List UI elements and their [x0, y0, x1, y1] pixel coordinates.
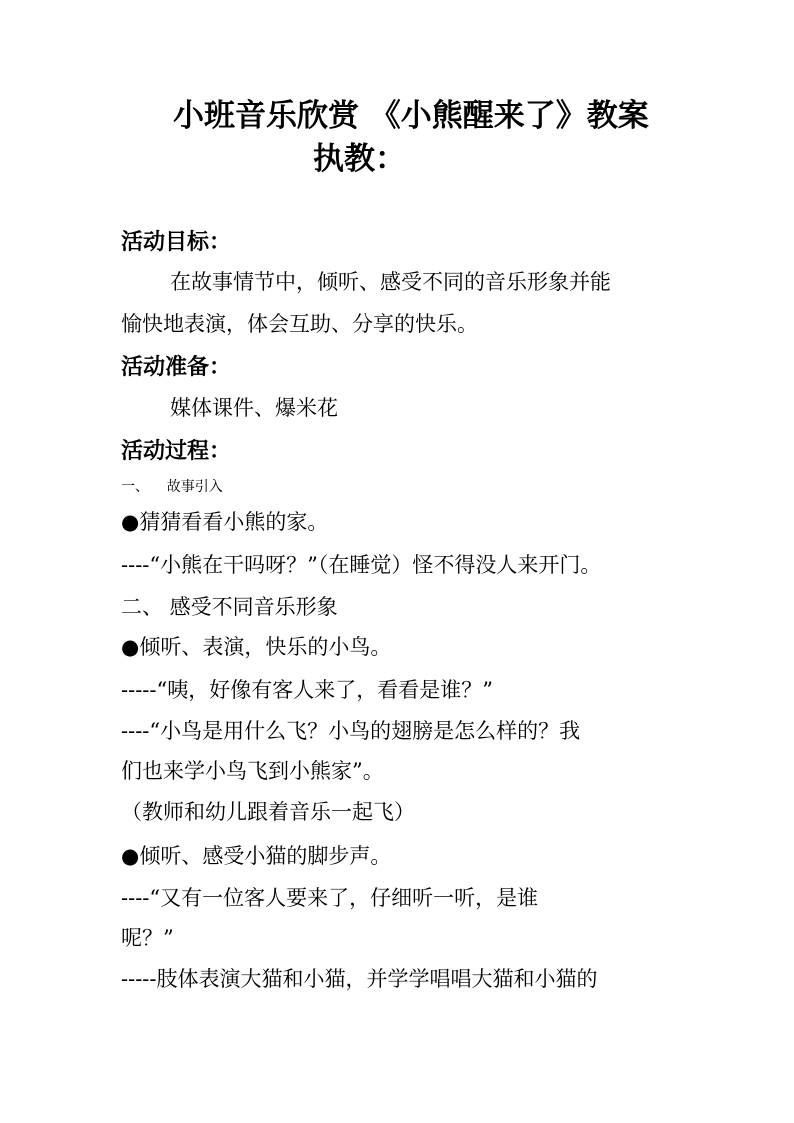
process-line-4: ●倾听、表演，快乐的小鸟。 [121, 635, 392, 659]
process-line-5: -----“咦，好像有客人来了，看看是谁？” [121, 678, 493, 702]
process-line-11: 呢？” [121, 926, 174, 950]
process-line-1: ●猜猜看看小熊的家。 [121, 510, 329, 534]
process-line-6: ----“小鸟是用什么飞？小鸟的翅膀是怎么样的？我 [121, 719, 581, 743]
step-1-title: 一、 故事引入 [121, 479, 223, 495]
process-line-10: ----“又有一位客人要来了，仔细听一听，是谁 [121, 886, 539, 910]
goal-line-1: 在故事情节中，倾听、感受不同的音乐形象并能 [170, 270, 611, 294]
document-title: 小班音乐欣赏 《小熊醒来了》教案 [173, 98, 649, 134]
process-line-9: ●倾听、感受小猫的脚步声。 [121, 844, 392, 868]
process-line-7: 们也来学小鸟飞到小熊家”。 [121, 759, 384, 783]
goal-line-2: 愉快地表演，体会互助、分享的快乐。 [121, 312, 478, 336]
process-heading: 活动过程： [121, 438, 232, 464]
prep-content: 媒体课件、爆米花 [170, 396, 338, 420]
process-line-8: （教师和幼儿跟着音乐一起飞） [121, 800, 415, 824]
process-line-3: 二、 感受不同音乐形象 [121, 595, 338, 619]
process-line-12: -----肢体表演大猫和小猫，并学学唱唱大猫和小猫的 [121, 967, 598, 991]
teacher-label: 执教： [313, 141, 406, 177]
process-line-2: ----“小熊在干吗呀？”（在睡觉）怪不得没人来开门。 [121, 553, 602, 577]
goal-heading: 活动目标： [121, 229, 232, 255]
prep-heading: 活动准备： [121, 354, 232, 380]
